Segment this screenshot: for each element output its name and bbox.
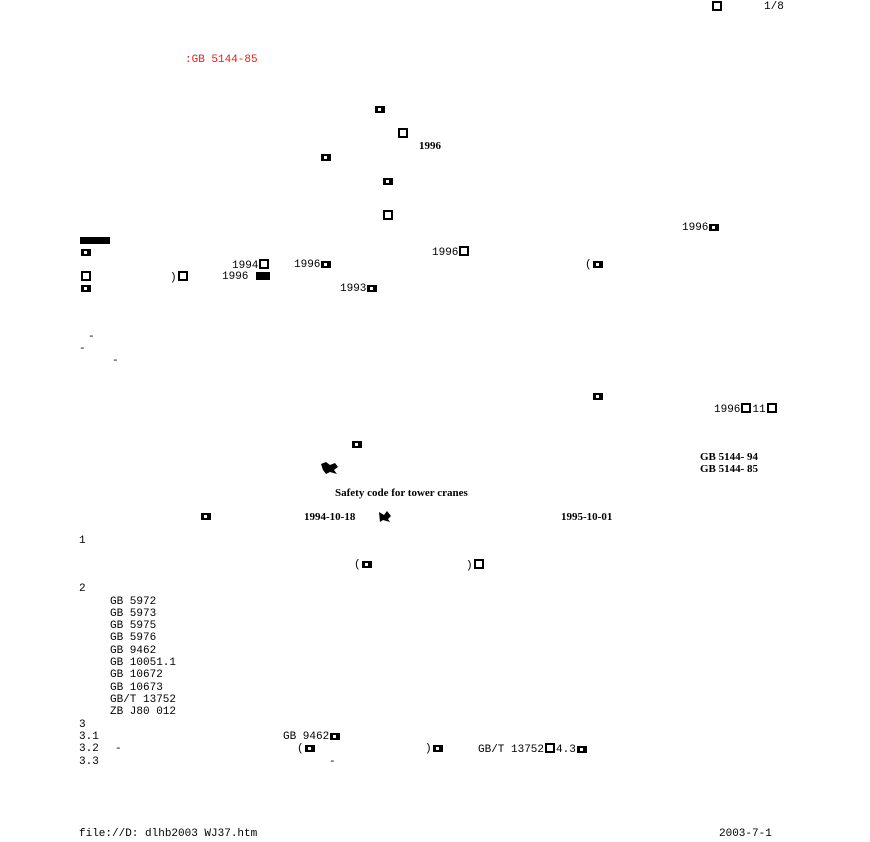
year-label: 1993 [340, 283, 378, 295]
section-number: 3 [79, 719, 86, 731]
standard-code-current: GB 5144- 94 [700, 451, 759, 463]
reference-standard: GB 5975 [110, 620, 157, 632]
missing-glyph-icon [397, 128, 409, 141]
reference-standard: GB 10672 [110, 669, 163, 681]
effective-date: 1995-10-01 [561, 511, 613, 523]
redacted-block [80, 237, 110, 244]
reference-standard: GB 5973 [110, 608, 157, 620]
year-label: 1996 [222, 271, 249, 283]
garbled-glyph-icon [378, 511, 392, 523]
paren-note: ) [466, 559, 485, 572]
paren-note: ) [425, 743, 444, 755]
footer-date: 2003-7-1 [719, 828, 772, 840]
paren-note: ( [354, 559, 373, 571]
reference-standard: GB 5976 [110, 632, 157, 644]
section-reference: GB/T 13752 4.3 [478, 743, 588, 756]
reference-standard: GB 10051.1 [110, 657, 177, 669]
missing-glyph-icon [80, 283, 92, 295]
dash-mark: - [79, 343, 86, 355]
missing-glyph-icon [382, 176, 394, 188]
year-label: 1996 [682, 222, 720, 234]
section-number: 3.1 [79, 731, 99, 743]
section-number: 3.3 [79, 756, 99, 768]
missing-glyph-icon [382, 210, 394, 223]
missing-glyph-icon [320, 152, 332, 164]
year-label: 1994 [232, 259, 270, 272]
reference-standard: GB/T 13752 [110, 694, 177, 706]
dash-mark: - [329, 756, 336, 768]
missing-glyph-icon [80, 247, 92, 259]
reference-standard: GB 10673 [110, 682, 163, 694]
dash-mark: - [88, 331, 95, 343]
section-reference: GB 9462 [283, 731, 341, 743]
missing-glyph-icon [200, 511, 212, 523]
garbled-glyph-icon [320, 461, 340, 475]
redacted-block [256, 272, 270, 280]
footer-file-path: file://D: dlhb2003 WJ37.htm [79, 828, 258, 840]
paren-note: ) [170, 271, 189, 284]
year-label: 1996 [419, 140, 441, 152]
standard-code-replaces: GB 5144- 85 [700, 463, 759, 475]
page-number: 1/8 [764, 1, 784, 13]
replaced-standard-ref: :GB 5144-85 [185, 54, 258, 66]
year-label: 1996 [294, 259, 332, 271]
dash-mark: - [115, 743, 122, 755]
missing-glyph-icon [374, 104, 386, 116]
reference-standard: GB 9462 [110, 645, 157, 657]
issue-date: 1994-10-18 [304, 511, 356, 523]
section-number: 3.2 [79, 743, 99, 755]
missing-glyph-icon [351, 439, 363, 451]
paren-note: ( [585, 259, 604, 271]
notice-date: 1996 11 [714, 403, 778, 416]
missing-glyph-icon [592, 391, 604, 403]
section-number: 2 [79, 583, 86, 595]
dash-mark: - [112, 355, 119, 367]
missing-glyph-icon [711, 1, 723, 14]
paren-note: ( [297, 743, 316, 755]
reference-standard: ZB J80 012 [110, 706, 177, 718]
english-title: Safety code for tower cranes [335, 487, 468, 499]
section-number: 1 [79, 535, 86, 547]
reference-standard: GB 5972 [110, 596, 157, 608]
year-label: 1996 [432, 246, 470, 259]
